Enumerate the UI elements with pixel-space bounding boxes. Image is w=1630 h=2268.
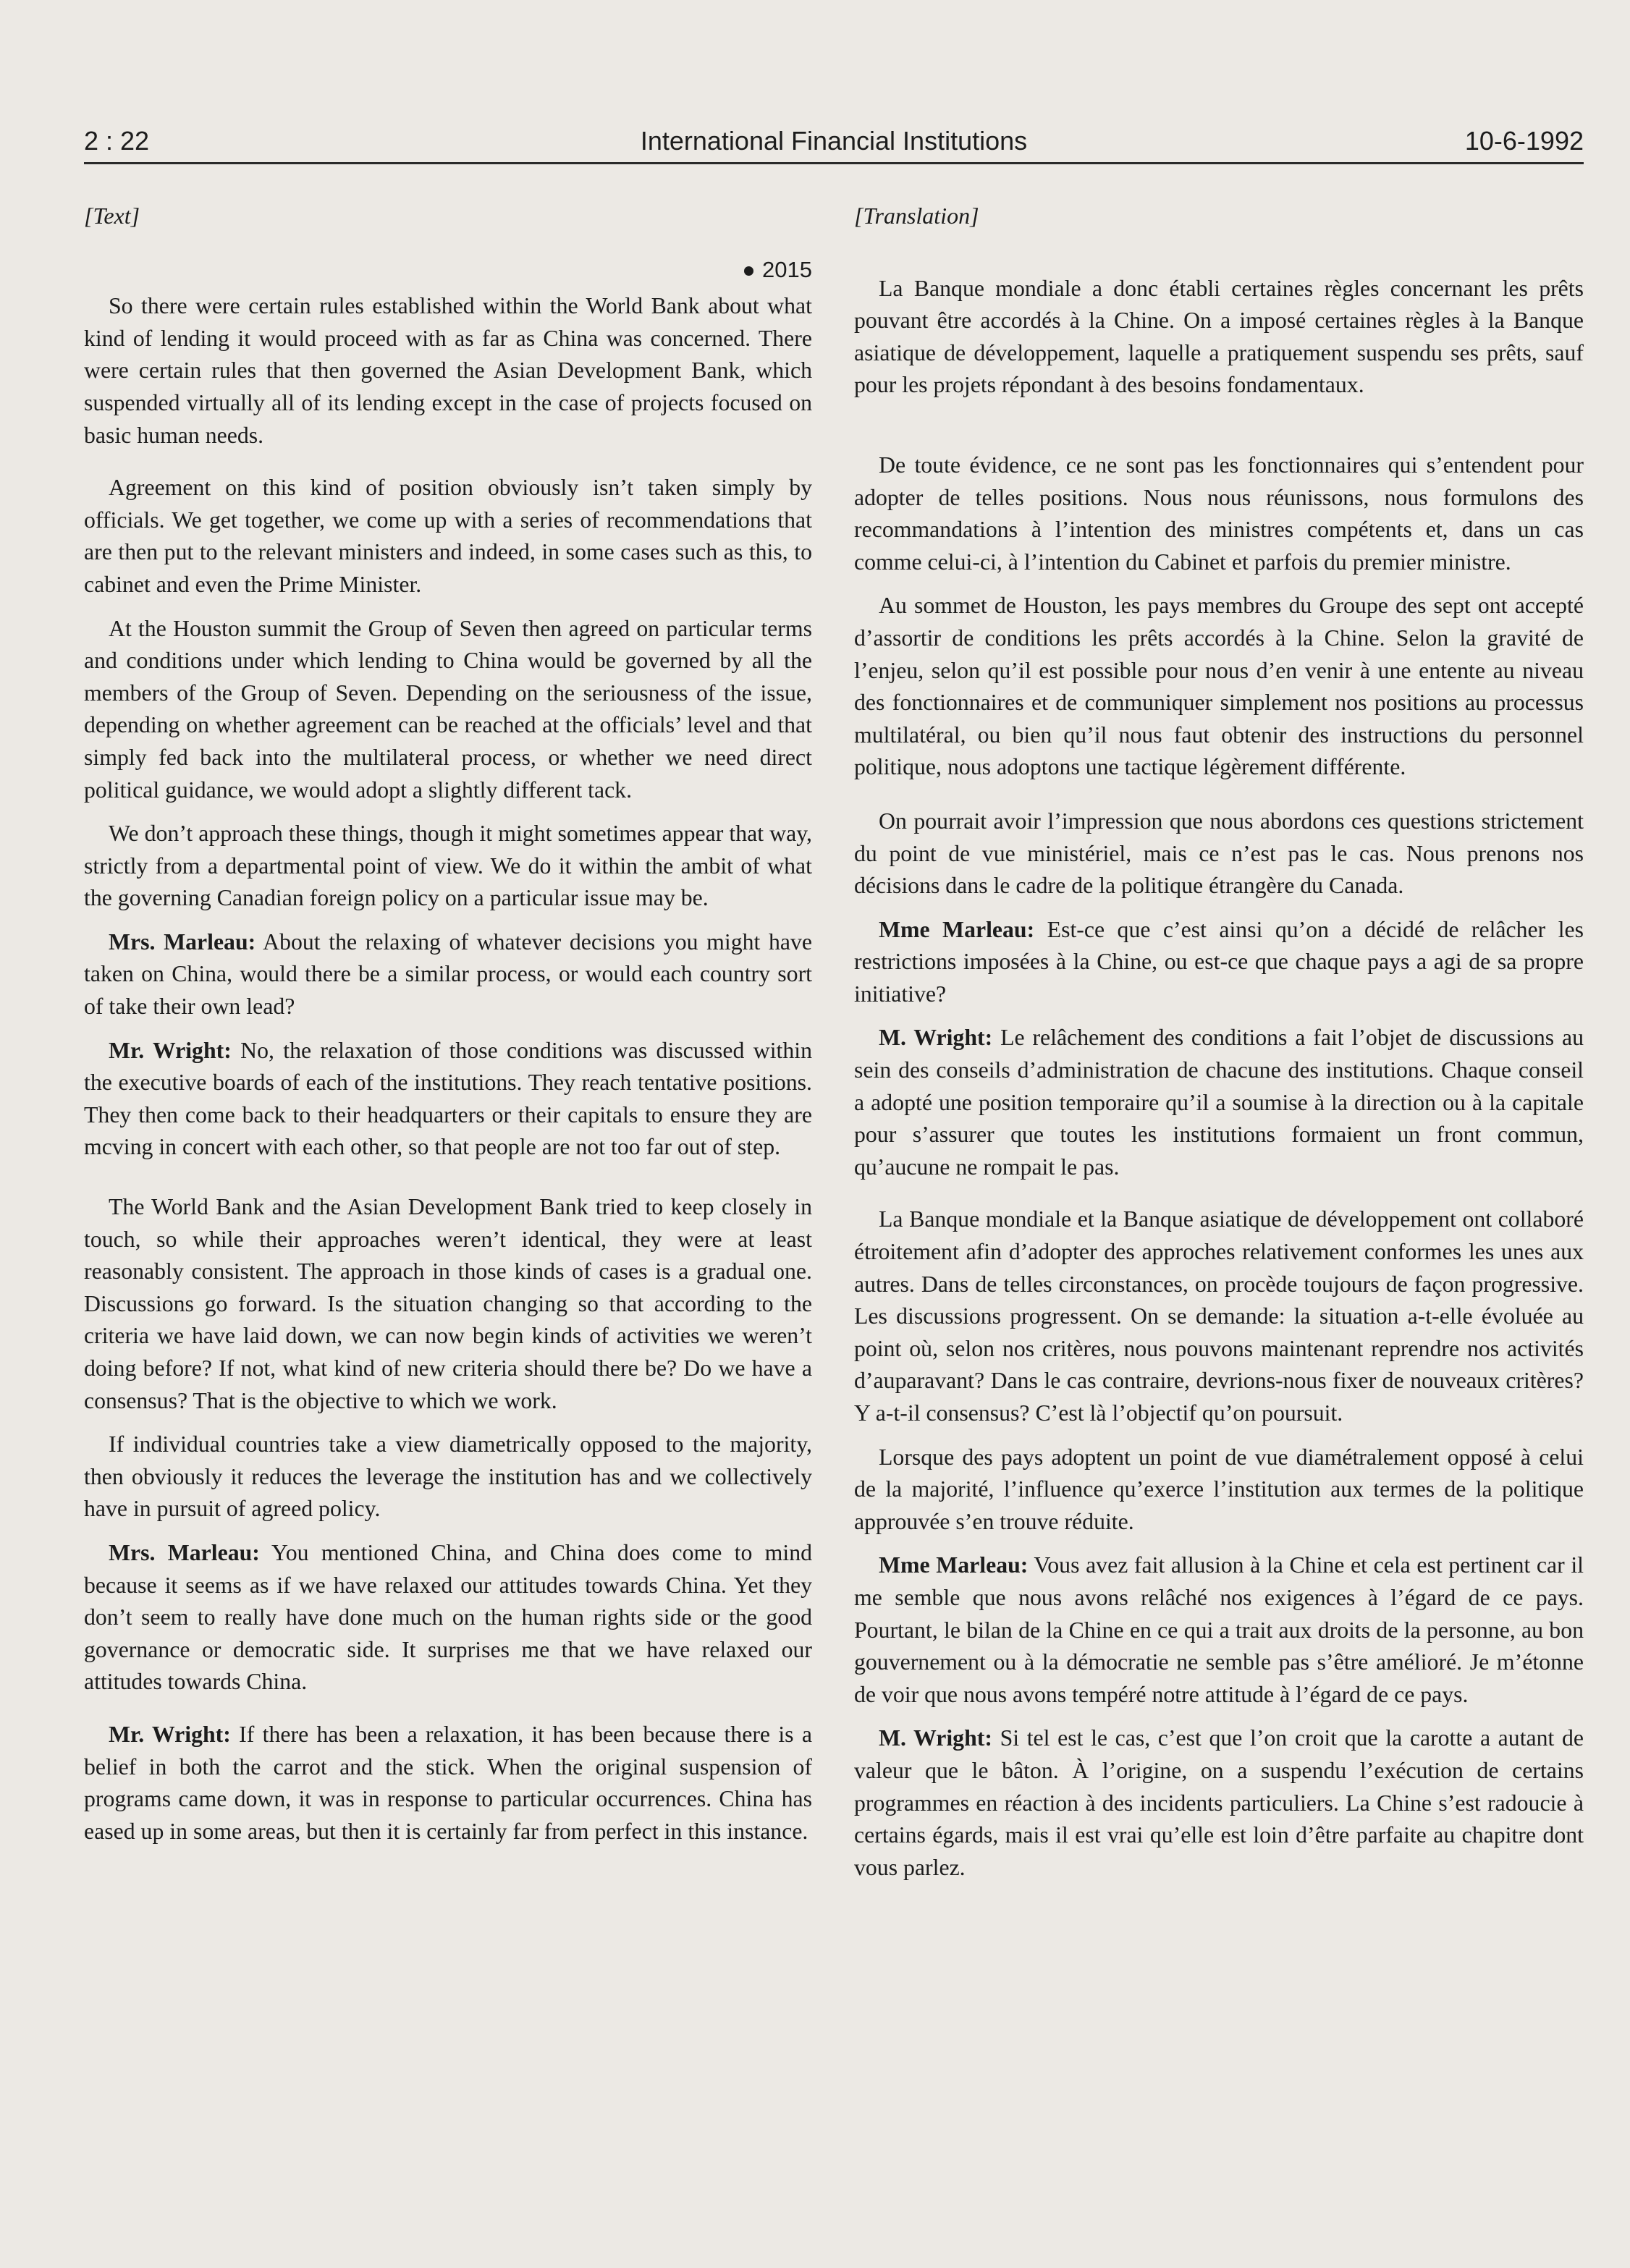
paragraph: La Banque mondiale a donc établi certaines règles concernant les prêts pouvant être accordés à la Chine. On a imposé certaines règles à la Banque asiatique de développement, laquelle a pratiquement suspendu ses prêts, sauf pour les projets répondant à des besoins fondamentaux. [854,275,1584,398]
paragraph: On pourrait avoir l’impression que nous abordons ces questions strictement du point de vue ministériel, mais ce n’est pas le cas. Nous prenons nos décisions dans le cadre de la politique étrangère du Canada. [854,808,1584,899]
paragraph: M. Wright: Le relâchement des conditions a fait l’objet de discussions au sein des conseils d’administration de chacune des institutions. Chaque conseil a adopté une position temporaire qu’il a soumise à la direction ou à la capitale pour s’assurer que toutes les institutions formaient un front commun, qu’aucune ne rompait le pas. [854,1025,1584,1180]
document-date: 10-6-1992 [1464,126,1584,156]
time-marker [84,254,812,287]
paragraph: Agreement on this kind of position obviously isn’t taken simply by officials. We get together, we come up with a series of recommendations that are then put to the relevant ministers and indeed, in some cases such as this, to cabinet and even the Prime Minister. [84,475,812,597]
speaker-name: Mme Marleau: [879,1552,1029,1578]
paragraph: Lorsque des pays adoptent un point de vue diamétralement opposé à celui de la majorité, l’influence qu’exerce l’institution aux termes de la politique approuvée s’en trouve réduite. [854,1444,1584,1534]
paragraph: Mme Marleau: Vous avez fait allusion à la Chine et cela est pertinent car il me semble que nous avons relâché nos exigences à l’égard de ce pays. Pourtant, le bilan de la Chine en ce qui a trait aux droits de la personne, au bon gouvernement ou à la démocratie ne semble pas s’être amélioré. Je m’étonne de voir que nous avons tempéré notre attitude à l’égard de ce pays. [854,1552,1584,1707]
paragraph: De toute évidence, ce ne sont pas les fonctionnaires qui s’entendent pour adopter de telles positions. Nous nous réunissons, nous formulons des recommandations à l’intention des ministres compétents et, dans un cas comme celui-ci, à l’intention du Cabinet et parfois du premier ministre. [854,452,1584,575]
paragraph: We don’t approach these things, though it might sometimes appear that way, strictly from a departmental point of view. We do it within the ambit of what the governing Canadian foreign policy on a particular issue may be. [84,821,812,911]
paragraph: M. Wright: Si tel est le cas, c’est que l’on croit que la carotte a autant de valeur que le bâton. À l’origine, on a suspendu l’exécution de certains programmes en réaction à des incidents particuliers. La Chine s’est radoucie à certains égards, mais il est vrai qu’elle est loin d’être parfaite au chapitre dont vous parlez. [854,1725,1584,1880]
speaker-name: Mrs. Marleau: [109,928,256,955]
document-title: International Financial Institutions [640,126,1028,156]
paragraph: La Banque mondiale et la Banque asiatique de développement ont collaboré étroitement afin d’adopter des approches relativement conformes les unes aux autres. Dans de telles circonstances, on procède toujours de façon progressive. Les discussions progressent. On se demande: la situation a-t-elle évoluée au point où, selon nos critères, nous pouvons maintenant reprendre nos activités d’auparavant? Dans le cas contraire, devrions-nous fixer de nouveaux critères? Y a-t-il consensus? C’est là l’objectif qu’on poursuit. [854,1206,1584,1426]
speaker-name: Mr. Wright: [109,1721,231,1747]
paragraph: Au sommet de Houston, les pays membres du Groupe des sept ont accepté d’assortir de conditions les prêts accordés à la Chine. Selon la gravité de l’enjeu, selon qu’il est possible pour nous d’en venir à une entente au niveau des fonctionnaires et de communiquer simplement nos positions au processus multilatéral, ou bien qu’il nous faut obtenir des instructions du personnel politique, nous adoptons une tactique légèrement différente. [854,593,1584,780]
english-column [84,200,812,1848]
paragraph: Mme Marleau: Est-ce que c’est ainsi qu’on a décidé de relâcher les restrictions imposées à la Chine, ou est-ce que chaque pays a agi de sa propre initiative? [854,916,1584,1007]
paragraph: Mrs. Marleau: You mentioned China, and China does come to mind because it seems as if we have relaxed our attitudes towards China. Yet they don’t seem to really have done much on the human rights side or the good governance or democratic side. It surprises me that we have relaxed our attitudes towards China. [84,1539,812,1695]
speaker-name: Mme Marleau: [879,916,1035,942]
bullet-icon [744,266,753,276]
time-marker-value: 2015 [762,256,812,282]
paragraph: Mrs. Marleau: About the relaxing of whatever decisions you might have taken on China, would there be a similar process, or would each country sort of take their own lead? [84,928,812,1020]
page-number: 2 : 22 [84,126,150,156]
speaker-name: Mrs. Marleau: [109,1539,260,1565]
column-label-text: [Text] [84,203,140,229]
column-label-translation: [Translation] [854,203,979,229]
french-column [854,200,1584,1884]
paragraph: The World Bank and the Asian Development Bank tried to keep closely in touch, so while their approaches weren’t identical, they were at least reasonably consistent. The approach in those kinds of cases is a gradual one. Discussions go forward. Is the situation changing so that according to the criteria we have laid down, we can now begin kinds of activities we weren’t doing before? If not, what kind of new criteria should there be? Do we have a consensus? That is the objective to which we work. [84,1194,812,1413]
speaker-name: Mr. Wright: [109,1037,232,1063]
paragraph: Mr. Wright: If there has been a relaxation, it has been because there is a belief in both the carrot and the stick. When the original suspension of programs came down, it was in response to particular occurrences. China has eased up in some areas, but then it is certainly far from perfect in this instance. [84,1721,812,1844]
paragraph: Mr. Wright: No, the relaxation of those conditions was discussed within the executive boards of each of the institutions. They reach tentative positions. They then come back to their headquarters or their capitals to ensure they are mcving in concert with each other, so that people are not too far out of step. [84,1037,812,1160]
speaker-name: M. Wright: [879,1725,992,1751]
paragraph: If individual countries take a view diametrically opposed to the majority, then obviously it reduces the leverage the institution has and we collectively have in pursuit of agreed policy. [84,1431,812,1522]
paragraph: At the Houston summit the Group of Seven then agreed on particular terms and conditions under which lending to China would be governed by all the members of the Group of Seven. Depending on the seriousness of the issue, depending on whether agreement can be reached at the officials’ level and that simply fed back into the multilateral process, or whether we need direct political guidance, we would adopt a slightly different tack. [84,615,812,803]
paragraph: So there were certain rules established within the World Bank about what kind of lending it would proceed with as far as China was concerned. There were certain rules that then governed the Asian Development Bank, which suspended virtually all of its lending except in the case of projects focused on basic human needs. [84,293,812,448]
page-header [84,122,1584,164]
speaker-name: M. Wright: [879,1025,993,1051]
